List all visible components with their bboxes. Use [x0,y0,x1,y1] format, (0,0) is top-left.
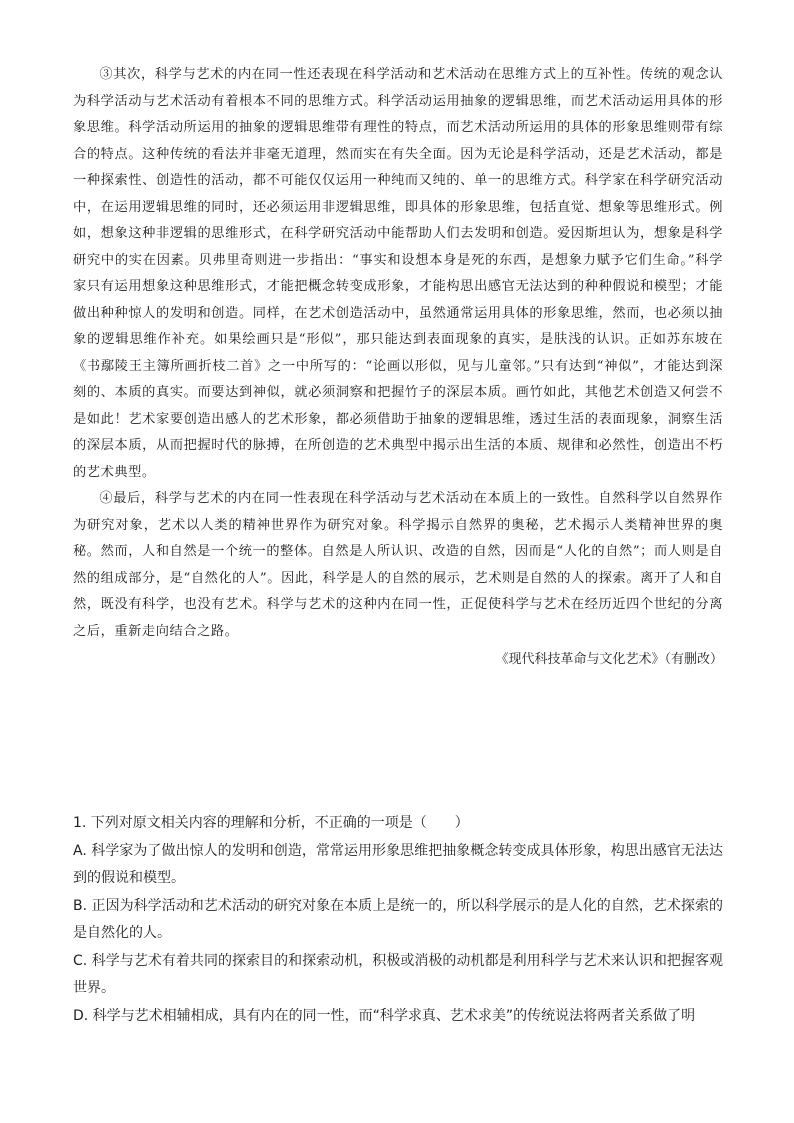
article-paragraph-4: ④最后，科学与艺术的内在同一性表现在科学活动与艺术活动在本质上的一致性。自然科学以自然界作为研究对象，艺术以人类的精神世界作为研究对象。科学揭示自然界的奥秘，艺术揭示人类精神世界的奥秘。然而，人和自然是一个统一的整体。自然是人所认识、改造的自然，因而是“人化的自然”；而人则是自然的组成部分，是“自然化的人”。因此，科学是人的自然的展示，艺术则是自然的人的探索。离开了人和自然，既没有科学，也没有艺术。科学与艺术的这种内在同一性，正促使科学与艺术在经历近四个世纪的分离之后，重新走向结合之路。 [73,491,723,639]
article-source: 《现代科技革命与文化艺术》（有删改） [495,652,723,667]
article-paragraph-3: ③其次，科学与艺术的内在同一性还表现在科学活动和艺术活动在思维方式上的互补性。传统的观念认为科学活动与艺术活动有着根本不同的思维方式。科学活动运用抽象的逻辑思维，而艺术活动运用具体的形象思维。科学活动所运用的抽象的逻辑思维带有理性的特点，而艺术活动所运用的具体的形象思维则带有综合的特点。这种传统的看法并非毫无道理，然而实在有失全面。因为无论是科学活动，还是艺术活动，都是一种探索性、创造性的活动，都不可能仅仅运用一种纯而又纯的、单一的思维方式。科学家在科学研究活动中，在运用逻辑思维的同时，还必须运用非逻辑思维，即具体的形象思维，包括直觉、想象等思维形式。例如，想象这种非逻辑的思维形式，在科学研究活动中能帮助人们去发明和创造。爱因斯坦认为，想象是科学研究中的实在因素。贝弗里奇则进一步指出：“事实和设想本身是死的东西，是想象力赋予它们生命。”科学家只有运用想象这种思维形式，才能把概念转变成形象，才能构思出感官无法达到的种种假说和模型；才能做出种种惊人的发明和创造。同样，在艺术创造活动中，虽然通常运用具体的形象思维，然而，也必须以抽象的逻辑思维作补充。如果绘画只是“形似”，那只能达到表面现象的真实，是肤浅的认识。正如苏东坡在《书鄢陵王主簿所画折枝二首》之一中所写的：“论画以形似，见与儿童邻。”只有达到“神似”，才能达到深刻的、本质的真实。而要达到神似，就必须洞察和把握竹子的深层本质。画竹如此，其他艺术创造又何尝不是如此！艺术家要创造出感人的艺术形象，都必须借助于抽象的逻辑思维，透过生活的表面现象，洞察生活的深层本质，从而把握时代的脉搏，在所创造的艺术典型中揭示出生活的本质、规律和必然性，创造出不朽的艺术典型。 [73,67,723,480]
question-block [73,810,723,1030]
question-stem: 1. 下列对原文相关内容的理解和分析，不正确的一项是（ ） [73,815,469,831]
question-option-b: B. 正因为科学活动和艺术活动的研究对象在本质上是统一的，所以科学展示的是人化的自然，艺术探索的是自然化的人。 [73,897,723,941]
article-body [73,62,723,673]
question-option-c: C. 科学与艺术有着共同的探索目的和探索动机，积极或消极的动机都是利用科学与艺术来认识和把握客观世界。 [73,952,723,996]
question-option-d: D. 科学与艺术相辅相成，具有内在的同一性，而“科学求真、艺术求美”的传统说法将两者关系做了明 [73,1007,696,1024]
question-option-a: A. 科学家为了做出惊人的发明和创造，常常运用形象思维把抽象概念转变成具体形象，构思出感官无法达到的假说和模型。 [73,842,723,886]
